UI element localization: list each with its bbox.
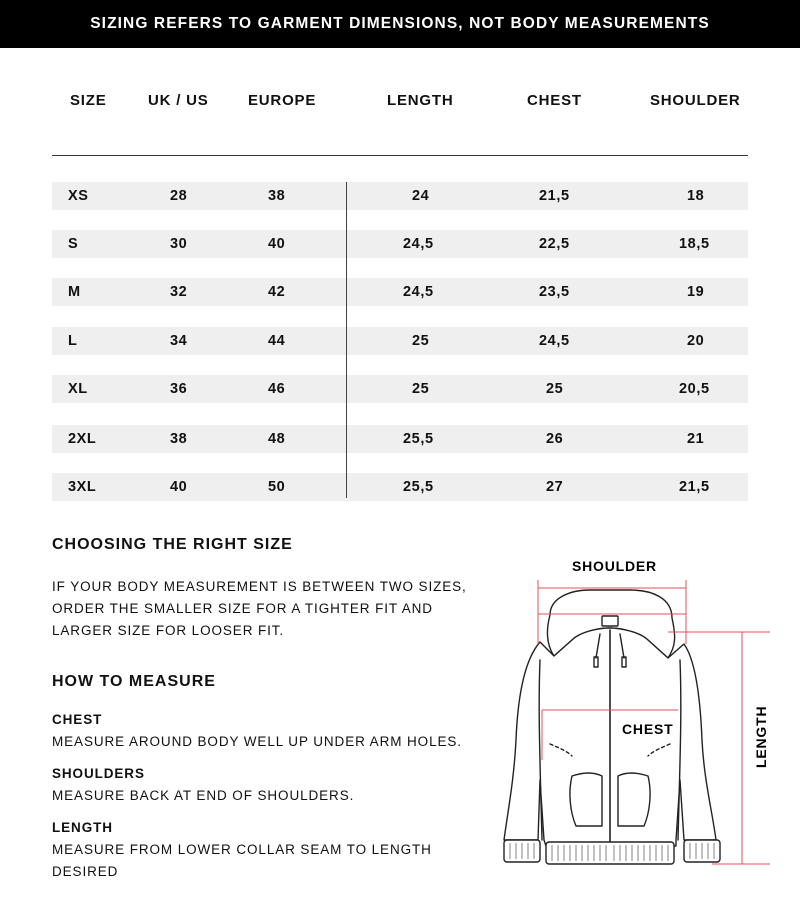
choosing-line-2: ORDER THE SMALLER SIZE FOR A TIGHTER FIT AND: [52, 601, 433, 616]
cell-chest: 22,5: [539, 236, 570, 252]
chest-title: CHEST: [52, 712, 103, 727]
header-uk-us: UK / US: [148, 92, 209, 109]
table-row: [52, 425, 748, 453]
sizing-banner: [0, 0, 800, 48]
choosing-line-1: IF YOUR BODY MEASUREMENT IS BETWEEN TWO SIZES,: [52, 579, 467, 594]
cell-europe: 38: [268, 188, 286, 204]
table-row: [52, 375, 748, 403]
cell-europe: 40: [268, 236, 286, 252]
cell-chest: 25: [546, 381, 564, 397]
measurement-diagram: [480, 540, 800, 912]
cell-size: M: [68, 284, 81, 300]
cell-length: 24,5: [403, 236, 434, 252]
length-line-1: MEASURE FROM LOWER COLLAR SEAM TO LENGTH: [52, 842, 432, 857]
cell-chest: 21,5: [539, 188, 570, 204]
shoulders-text: MEASURE BACK AT END OF SHOULDERS.: [52, 788, 355, 803]
header-shoulder: SHOULDER: [650, 92, 741, 109]
cell-uk-us: 34: [170, 333, 188, 349]
cell-chest: 26: [546, 431, 564, 447]
length-title: LENGTH: [52, 820, 113, 835]
cell-uk-us: 30: [170, 236, 188, 252]
cell-size: L: [68, 333, 78, 349]
header-length: LENGTH: [387, 92, 454, 109]
cell-shoulder: 20,5: [679, 381, 710, 397]
chest-text: MEASURE AROUND BODY WELL UP UNDER ARM HOLES.: [52, 734, 462, 749]
header-europe: EUROPE: [248, 92, 317, 109]
cell-europe: 44: [268, 333, 286, 349]
table-row: [52, 473, 748, 501]
table-column-divider: [346, 182, 347, 498]
length-line-2: DESIRED: [52, 864, 119, 879]
cell-size: 3XL: [68, 479, 97, 495]
cell-uk-us: 40: [170, 479, 188, 495]
cell-shoulder: 20: [687, 333, 705, 349]
cell-size: 2XL: [68, 431, 97, 447]
hoodie-outline: [504, 590, 720, 864]
cell-size: S: [68, 236, 79, 252]
choosing-line-3: LARGER SIZE FOR LOOSER FIT.: [52, 623, 285, 638]
cell-europe: 46: [268, 381, 286, 397]
cell-shoulder: 21,5: [679, 479, 710, 495]
cell-shoulder: 19: [687, 284, 705, 300]
cell-europe: 48: [268, 431, 286, 447]
table-header: [0, 92, 800, 116]
cell-length: 25: [412, 381, 430, 397]
cell-europe: 50: [268, 479, 286, 495]
length-label: LENGTH: [753, 705, 769, 768]
banner-text: SIZING REFERS TO GARMENT DIMENSIONS, NOT BODY MEASUREMENTS: [90, 15, 710, 32]
shoulders-title: SHOULDERS: [52, 766, 145, 781]
cell-uk-us: 38: [170, 431, 188, 447]
cell-length: 24,5: [403, 284, 434, 300]
shoulder-label: SHOULDER: [572, 558, 657, 574]
measure-title: HOW TO MEASURE: [52, 673, 216, 690]
chest-label: CHEST: [622, 721, 674, 737]
cell-length: 25: [412, 333, 430, 349]
cell-size: XS: [68, 188, 89, 204]
cell-europe: 42: [268, 284, 286, 300]
header-chest: CHEST: [527, 92, 582, 109]
cell-size: XL: [68, 381, 88, 397]
header-divider: [52, 155, 748, 156]
cell-length: 25,5: [403, 431, 434, 447]
cell-uk-us: 36: [170, 381, 188, 397]
hoodie-icon: [480, 540, 800, 912]
table-row: [52, 230, 748, 258]
cell-shoulder: 18,5: [679, 236, 710, 252]
cell-shoulder: 18: [687, 188, 705, 204]
cell-chest: 24,5: [539, 333, 570, 349]
choosing-title: CHOOSING THE RIGHT SIZE: [52, 536, 293, 553]
table-row: [52, 278, 748, 306]
cell-length: 24: [412, 188, 430, 204]
cell-uk-us: 28: [170, 188, 188, 204]
header-size: SIZE: [70, 92, 107, 109]
table-row: [52, 327, 748, 355]
cell-uk-us: 32: [170, 284, 188, 300]
cell-chest: 27: [546, 479, 564, 495]
table-row: [52, 182, 748, 210]
cell-chest: 23,5: [539, 284, 570, 300]
cell-length: 25,5: [403, 479, 434, 495]
cell-shoulder: 21: [687, 431, 705, 447]
